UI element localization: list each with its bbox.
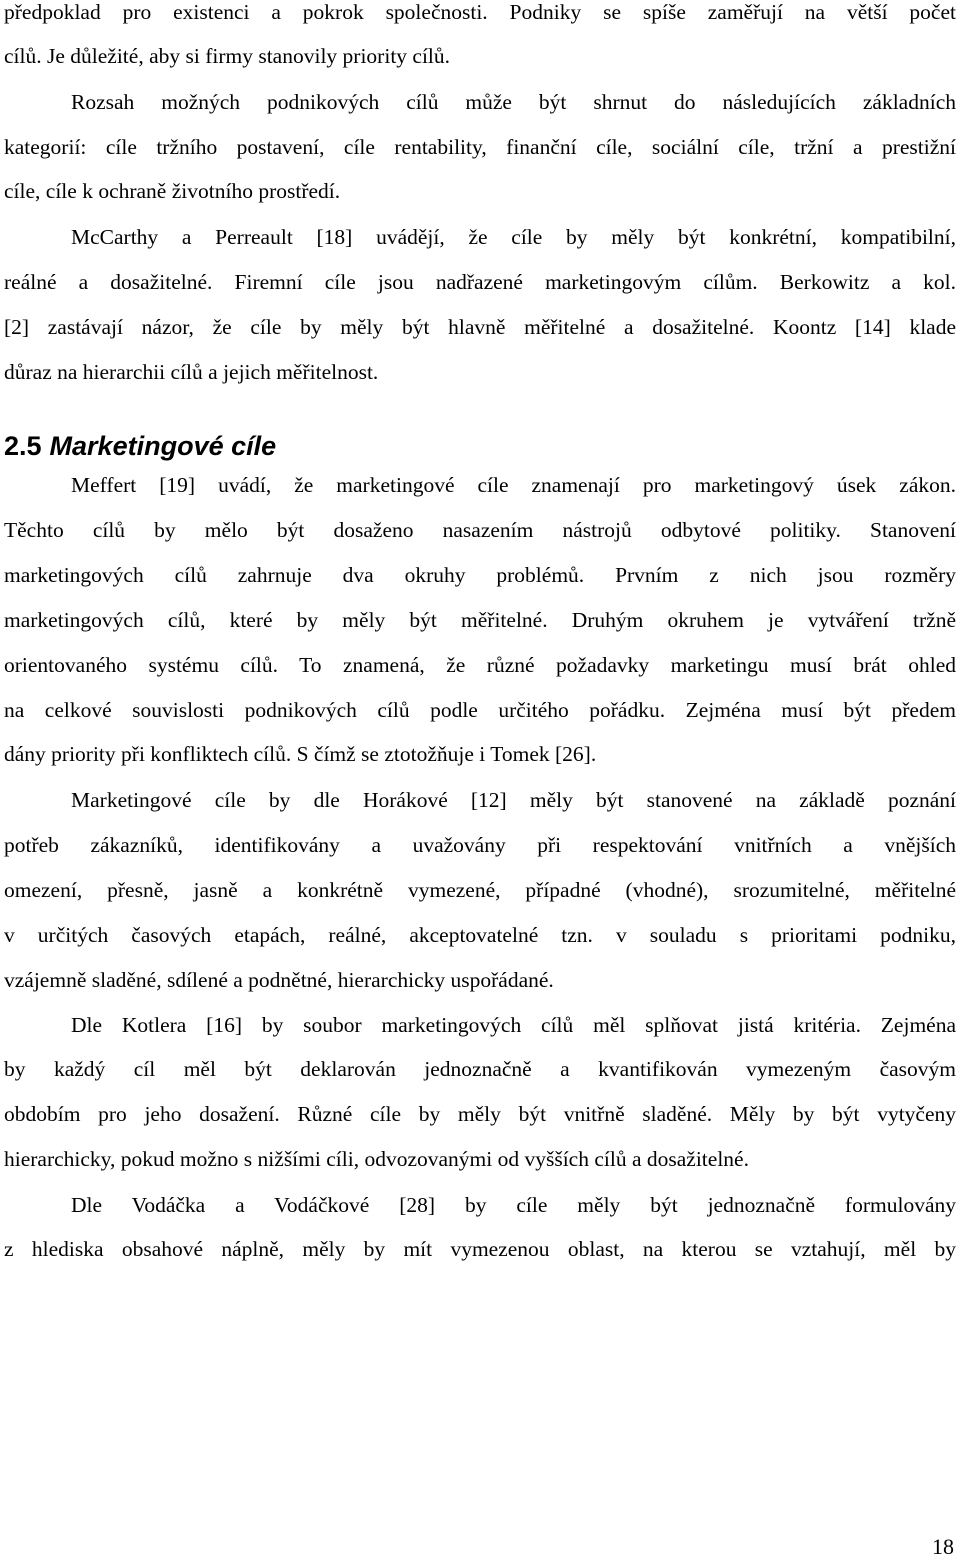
text-line: dány priority při konfliktech cílů. S čímž se ztotožňuje i Tomek [26]. <box>4 742 597 766</box>
text-line: reálné a dosažitelné. Firemní cíle jsou nadřazené marketingovým cílům. Berkowitz a kol. <box>4 270 956 294</box>
text-line: marketingových cílů zahrnuje dva okruhy problémů. Prvním z nich jsou rozměry <box>4 563 956 587</box>
text-line: [2] zastávají názor, že cíle by měly být hlavně měřitelné a dosažitelné. Koontz [14] klade <box>4 315 956 339</box>
text-line: orientovaného systému cílů. To znamená, že různé požadavky marketingu musí brát ohled <box>4 653 956 677</box>
text-line: obdobím pro jeho dosažení. Různé cíle by měly být vnitřně sladěné. Měly by být vytyčeny <box>4 1102 956 1126</box>
text-line: marketingových cílů, které by měly být měřitelné. Druhým okruhem je vytváření tržně <box>4 608 956 632</box>
text-line: na celkové souvislosti podnikových cílů podle určitého pořádku. Zejména musí být předem <box>4 698 956 722</box>
section-heading <box>4 428 276 464</box>
text-line: důraz na hierarchii cílů a jejich měřitelnost. <box>4 360 379 384</box>
text-line: Marketingové cíle by dle Horákové [12] měly být stanovené na základě poznání <box>71 788 956 812</box>
text-line: v určitých časových etapách, reálné, akceptovatelné tzn. v souladu s prioritami podniku, <box>4 923 956 947</box>
text-line: vzájemně sladěné, sdílené a podnětné, hierarchicky uspořádané. <box>4 968 554 992</box>
text-line: potřeb zákazníků, identifikovány a uvažovány při respektování vnitřních a vnějších <box>4 833 956 857</box>
section-title: Marketingové cíle <box>49 431 277 461</box>
text-line: cílů. Je důležité, aby si firmy stanovily priority cílů. <box>4 44 451 68</box>
text-line: McCarthy a Perreault [18] uvádějí, že cíle by měly být konkrétní, kompatibilní, <box>71 225 956 249</box>
text-line: cíle, cíle k ochraně životního prostředí. <box>4 179 341 203</box>
text-line: Meffert [19] uvádí, že marketingové cíle znamenají pro marketingový úsek zákon. <box>71 473 956 497</box>
text-line: Těchto cílů by mělo být dosaženo nasazením nástrojů odbytové politiky. Stanovení <box>4 518 956 542</box>
text-line: omezení, přesně, jasně a konkrétně vymezené, případné (vhodné), srozumitelné, měřitelné <box>4 878 956 902</box>
text-line: hierarchicky, pokud možno s nižšími cíli, odvozovanými od vyšších cílů a dosažitelné. <box>4 1147 749 1171</box>
section-number: 2.5 <box>4 431 42 461</box>
text-line: předpoklad pro existenci a pokrok společnosti. Podniky se spíše zaměřují na větší počet <box>4 0 956 24</box>
page-number: 18 <box>932 1534 954 1559</box>
text-line: by každý cíl měl být deklarován jednoznačně a kvantifikován vymezeným časovým <box>4 1057 956 1081</box>
text-line: Rozsah možných podnikových cílů může být shrnut do následujících základních <box>71 90 956 114</box>
text-line: Dle Kotlera [16] by soubor marketingových cílů měl splňovat jistá kritéria. Zejména <box>71 1013 956 1037</box>
text-line: z hlediska obsahové náplně, měly by mít vymezenou oblast, na kterou se vztahují, měl by <box>4 1237 956 1261</box>
text-line: Dle Vodáčka a Vodáčkové [28] by cíle měly být jednoznačně formulovány <box>71 1193 956 1217</box>
text-line: kategorií: cíle tržního postavení, cíle rentability, finanční cíle, sociální cíle, tržní a prestižní <box>4 135 956 159</box>
